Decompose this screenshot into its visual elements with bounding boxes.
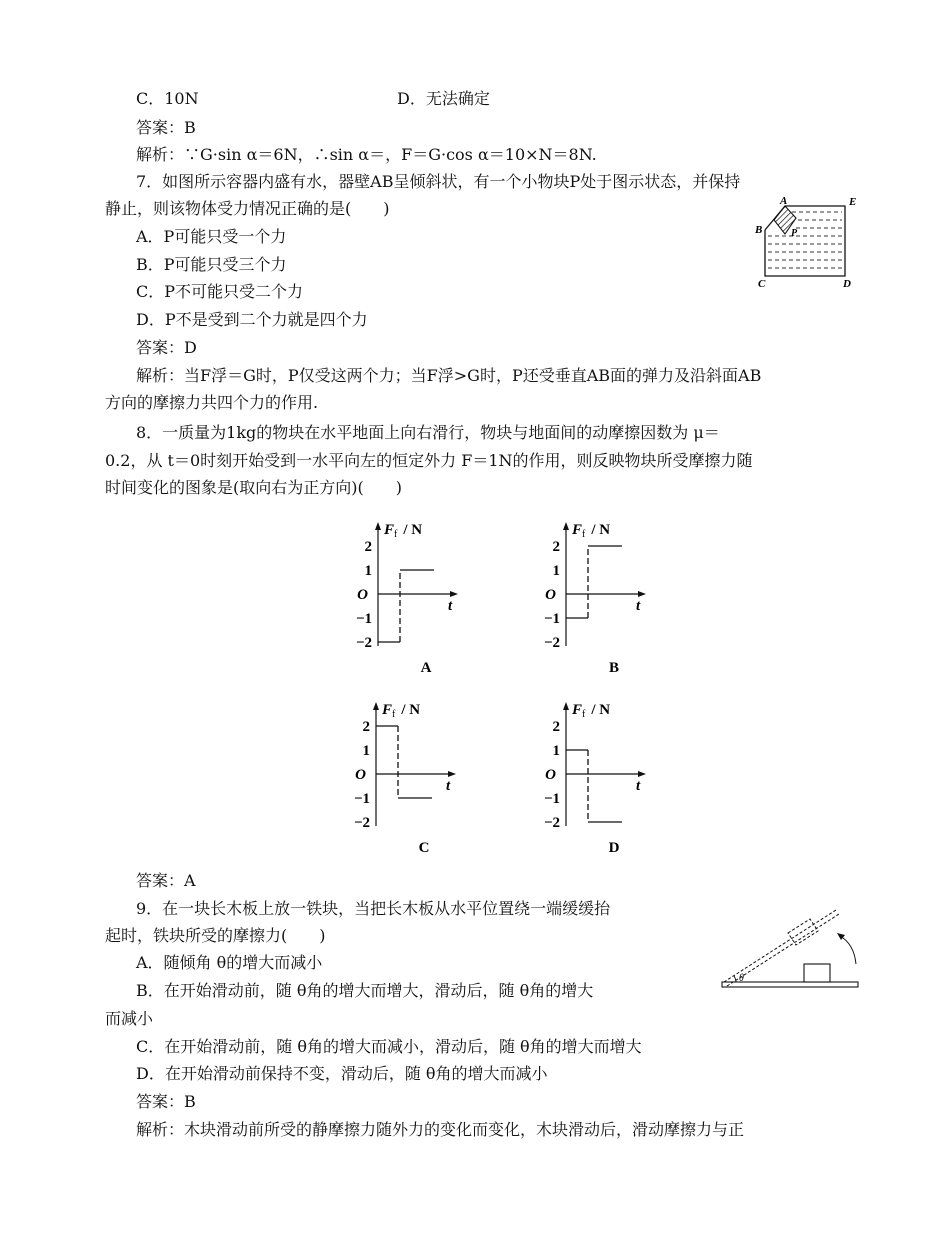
q8-stem-line3: 时间变化的图象是(取向右为正方向)( ) — [105, 478, 402, 497]
graph-a — [330, 510, 480, 680]
q9-stem-line2: 起时，铁块所受的摩擦力( ) — [105, 926, 326, 945]
x-axis-label: t — [446, 778, 451, 794]
rotation-arrow — [840, 936, 856, 964]
y-axis-label: $F_f$ / N — [382, 702, 421, 720]
x-axis-label: t — [636, 598, 641, 614]
x-axis-arrow — [638, 771, 646, 777]
q7-option-b: B．P可能只受三个力 — [136, 255, 287, 274]
graph-b — [518, 510, 668, 680]
y-tick-label: 2 — [364, 539, 372, 555]
y-tick-label: −2 — [355, 635, 372, 651]
x-axis-arrow — [638, 591, 646, 597]
label-c: C — [758, 278, 766, 290]
q8-stem-line2: 0.2，从 t＝0时刻开始受到一水平向左的恒定外力 F＝1N的作用，则反映物块所受摩擦力随 — [105, 451, 753, 470]
y-tick-label: 1 — [364, 563, 372, 579]
q6-answer: 答案：B — [136, 118, 196, 137]
q6-option-c: C．10N — [136, 89, 199, 108]
y-tick-label: −1 — [353, 791, 370, 807]
y-tick-label: −1 — [543, 611, 560, 627]
y-tick-label: −2 — [353, 815, 370, 831]
q9-option-b-line2: 而减小 — [105, 1009, 154, 1028]
y-tick-label: 2 — [362, 719, 370, 735]
y-tick-label: O — [545, 767, 556, 783]
q7-analysis-line2: 方向的摩擦力共四个力的作用. — [105, 393, 319, 412]
graph-caption: C — [418, 840, 430, 856]
q9-stem-line1: 9．在一块长木板上放一铁块，当把长木板从水平位置绕一端缓缓抬 — [136, 899, 611, 918]
x-axis-arrow — [448, 771, 456, 777]
q7-stem-line2: 静止，则该物体受力情况正确的是( ) — [105, 199, 390, 218]
y-tick-label: O — [357, 587, 368, 603]
x-axis-arrow — [450, 591, 458, 597]
x-axis-label: t — [636, 778, 641, 794]
q7-stem-line1: 7．如图所示容器内盛有水，器壁AB呈倾斜状，有一个小物块P处于图示状态，并保持 — [136, 172, 741, 191]
q6-analysis: 解析：∵G·sin α＝6N，∴sin α＝，F＝G·cos α＝10×N＝8N. — [136, 145, 597, 164]
q9-option-b-line1: B．在开始滑动前，随 θ角的增大而增大，滑动后，随 θ角的增大 — [136, 981, 594, 1000]
graph-caption: B — [608, 660, 620, 676]
q9-option-c: C．在开始滑动前，随 θ角的增大而减小，滑动后，随 θ角的增大而增大 — [136, 1037, 642, 1056]
q7-option-d: D．P不是受到二个力就是四个力 — [136, 310, 368, 329]
y-tick-label: −1 — [543, 791, 560, 807]
y-tick-label: 1 — [552, 743, 560, 759]
q9-answer: 答案：B — [136, 1092, 196, 1111]
y-axis-label: $F_f$ / N — [572, 522, 611, 540]
graph-d — [518, 690, 668, 865]
y-axis-arrow — [563, 522, 569, 530]
label-b: B — [755, 224, 763, 236]
y-tick-label: 2 — [552, 539, 560, 555]
label-p: P — [791, 228, 798, 239]
y-axis-arrow — [375, 522, 381, 530]
q7-container-figure — [752, 194, 870, 294]
y-tick-label: −2 — [543, 815, 560, 831]
iron-block — [804, 964, 830, 982]
q6-option-d: D．无法确定 — [397, 89, 490, 108]
y-axis-arrow — [563, 702, 569, 710]
q9-option-d: D．在开始滑动前保持不变，滑动后，随 θ角的增大而减小 — [136, 1064, 548, 1083]
q7-option-a: A．P可能只受一个力 — [136, 227, 287, 246]
y-tick-label: 1 — [362, 743, 370, 759]
y-tick-label: −1 — [355, 611, 372, 627]
x-axis-label: t — [448, 598, 453, 614]
q7-option-c: C．P不可能只受二个力 — [136, 282, 304, 301]
graph-caption: D — [608, 840, 620, 856]
q8-answer: 答案：A — [136, 871, 196, 890]
y-axis-arrow — [373, 702, 379, 710]
q9-analysis-line1: 解析：木块滑动前所受的静摩擦力随外力的变化而变化，木块滑动后，滑动摩擦力与正 — [136, 1120, 745, 1139]
y-tick-label: 2 — [552, 719, 560, 735]
label-a: A — [780, 195, 788, 207]
y-tick-label: O — [545, 587, 556, 603]
label-e: E — [849, 196, 857, 208]
y-axis-label: $F_f$ / N — [572, 702, 611, 720]
q9-option-a: A．随倾角 θ的增大而减小 — [136, 953, 323, 972]
q9-board-figure — [718, 900, 863, 995]
y-tick-label: O — [355, 767, 366, 783]
label-d: D — [843, 278, 851, 290]
graph-c — [328, 690, 478, 865]
y-tick-label: −2 — [543, 635, 560, 651]
angle-arc — [734, 976, 736, 982]
graph-caption: A — [420, 660, 432, 676]
y-axis-label: $F_f$ / N — [384, 522, 423, 540]
y-tick-label: 1 — [552, 563, 560, 579]
q7-analysis-line1: 解析：当F浮＝G时，P仅受这两个力；当F浮>G时，P还受垂直AB面的弹力及沿斜面AB — [136, 366, 762, 385]
theta-label: θ — [739, 973, 744, 984]
q7-answer: 答案：D — [136, 338, 197, 357]
q8-stem-line1: 8．一质量为1kg的物块在水平地面上向右滑行，物块与地面间的动摩擦因数为 μ＝ — [136, 423, 720, 442]
